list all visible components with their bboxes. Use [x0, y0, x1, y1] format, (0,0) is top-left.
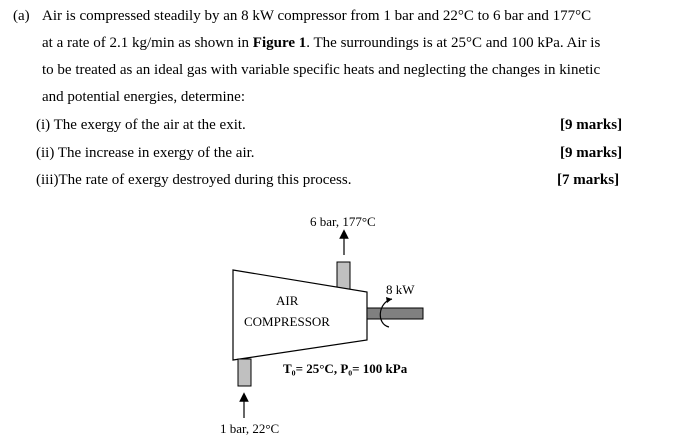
compressor-label-line2: COMPRESSOR: [244, 314, 330, 329]
paragraph-line-1: Air is compressed steadily by an 8 kW compressor from 1 bar and 22°C to 6 bar and 177°C: [42, 8, 592, 24]
item-iii-text: (iii)The rate of exergy destroyed during this process.: [36, 172, 352, 188]
part-label: (a): [13, 8, 30, 24]
paragraph-line-4: and potential energies, determine:: [42, 89, 245, 105]
surroundings-label: T₀= 25°C, P₀= 100 kPa: [283, 361, 408, 376]
item-i-text: (i) The exergy of the air at the exit.: [36, 117, 246, 133]
item-iii-marks: [7 marks]: [557, 172, 620, 188]
compressor-label-line1: AIR: [276, 293, 299, 308]
inlet-pipe: [238, 359, 251, 386]
power-label: 8 kW: [386, 282, 415, 297]
item-ii-marks: [9 marks]: [560, 145, 623, 161]
paragraph-line-3: to be treated as an ideal gas with variable specific heats and neglecting the changes in kinetic: [42, 62, 601, 78]
item-ii-text: (ii) The increase in exergy of the air.: [36, 145, 255, 161]
item-i-marks: [9 marks]: [560, 117, 623, 133]
exit-state-label: 6 bar, 177°C: [310, 214, 376, 229]
figure-reference: Figure 1: [252, 35, 307, 51]
paragraph-line-2-post: . The surroundings is at 25°C and 100 kPa. Air is: [306, 35, 601, 51]
inlet-state-label: 1 bar, 22°C: [220, 421, 280, 436]
shaft: [367, 308, 423, 319]
paragraph-line-2-pre: at a rate of 2.1 kg/min as shown in: [42, 35, 253, 51]
